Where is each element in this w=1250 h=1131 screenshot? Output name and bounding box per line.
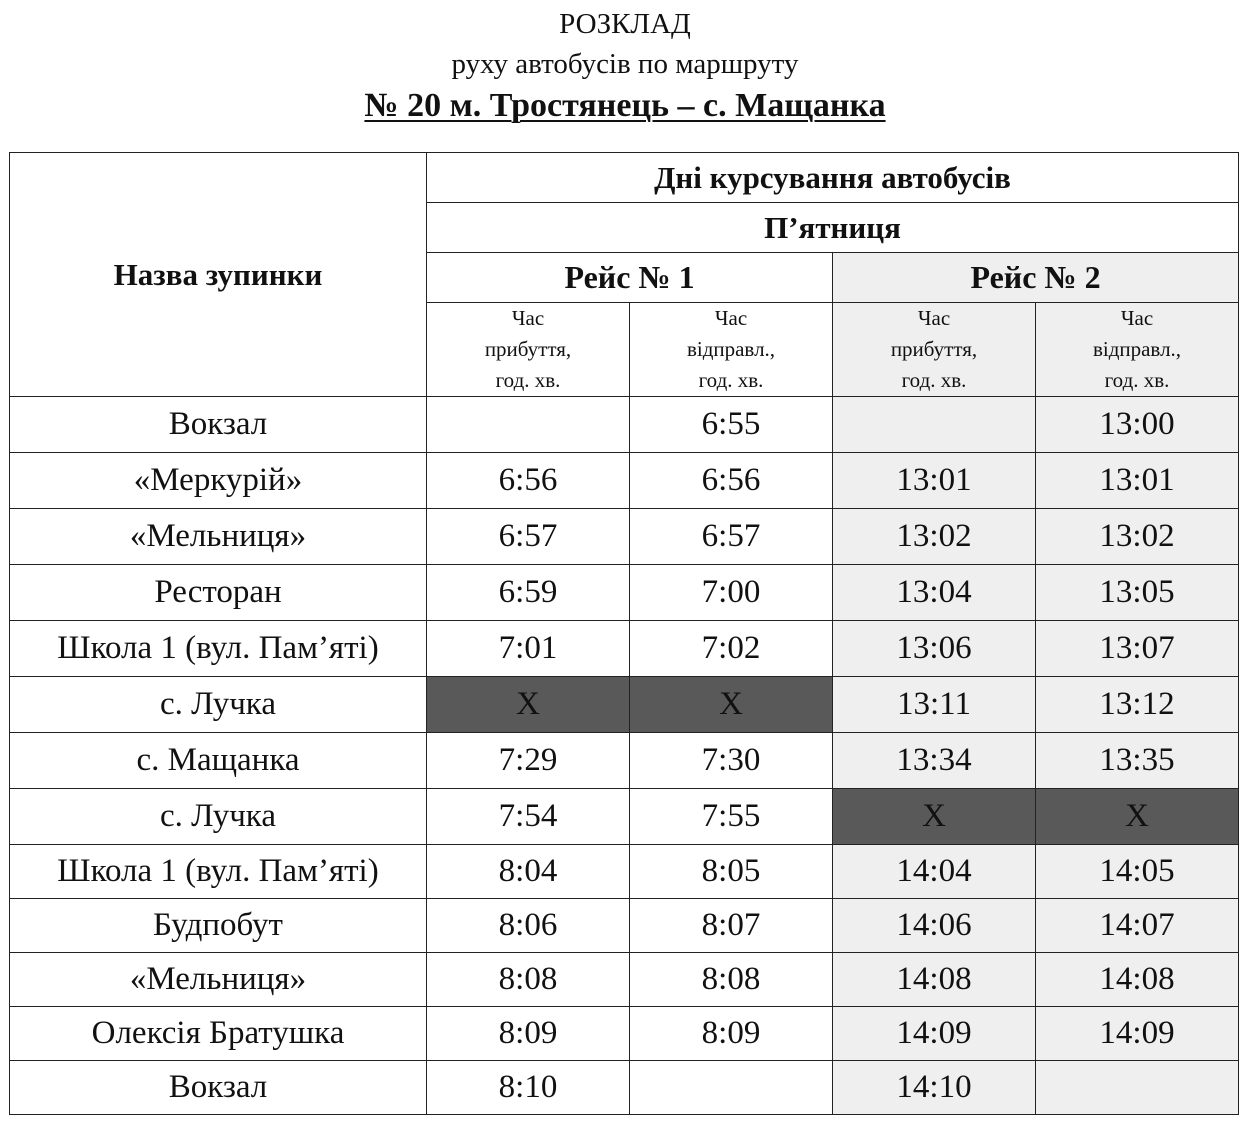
stop-name-cell: с. Лучка: [10, 677, 427, 733]
trip-1-arrival-cell: 8:08: [427, 953, 630, 1007]
trip-2-arrival-cell: 14:06: [833, 899, 1036, 953]
operating-days-header: Дні курсування автобусів: [427, 153, 1239, 203]
stop-name-cell: «Мельниця»: [10, 953, 427, 1007]
day-header: П’ятниця: [427, 203, 1239, 253]
table-row: [10, 1007, 1239, 1061]
stop-name-cell: Вокзал: [10, 397, 427, 453]
trip-2-arrival-cell: 13:04: [833, 565, 1036, 621]
subheader-line: прибуття,: [890, 337, 978, 361]
trip-2-arrival-not-running-cell: X: [833, 789, 1036, 845]
trip-1-departure-not-running-cell: X: [630, 677, 833, 733]
table-row: [10, 621, 1239, 677]
trip-1-departure-cell: 8:05: [630, 845, 833, 899]
trip-2-header: Рейс № 2: [833, 253, 1239, 303]
trip-1-departure-cell: 7:55: [630, 789, 833, 845]
subheader-line: відправл.,: [686, 337, 776, 361]
trip-1-arrival-cell: [427, 397, 630, 453]
table-row: [10, 899, 1239, 953]
trip-1-arrival-cell: 6:56: [427, 453, 630, 509]
trip-1-arrival-not-running-cell: X: [427, 677, 630, 733]
trip-2-arrival-cell: 13:01: [833, 453, 1036, 509]
trip-2-arrival-cell: 14:08: [833, 953, 1036, 1007]
trip-2-departure-cell: 13:12: [1036, 677, 1239, 733]
trip-2-departure-cell: 13:07: [1036, 621, 1239, 677]
schedule-title-block: [0, 4, 1250, 128]
table-row: [10, 1061, 1239, 1115]
trip-2-arrival-cell: 14:09: [833, 1007, 1036, 1061]
table-row: [10, 733, 1239, 789]
schedule-title: РОЗКЛАД: [559, 8, 691, 40]
trip-1-departure-header: [630, 303, 833, 397]
stop-name-cell: Будпобут: [10, 899, 427, 953]
trip-2-departure-header: [1036, 303, 1239, 397]
subheader-line: Час: [917, 306, 951, 330]
stop-name-cell: Вокзал: [10, 1061, 427, 1115]
subheader-line: год. хв.: [1104, 368, 1170, 392]
trip-1-departure-cell: 8:07: [630, 899, 833, 953]
trip-1-arrival-cell: 7:29: [427, 733, 630, 789]
trip-1-arrival-header: [427, 303, 630, 397]
table-row: [10, 509, 1239, 565]
trip-1-departure-cell: 6:55: [630, 397, 833, 453]
trip-1-arrival-cell: 7:54: [427, 789, 630, 845]
trip-2-arrival-cell: 13:34: [833, 733, 1036, 789]
trip-2-departure-cell: 13:05: [1036, 565, 1239, 621]
stop-name-cell: Олексія Братушка: [10, 1007, 427, 1061]
trip-2-departure-cell: [1036, 1061, 1239, 1115]
trip-2-arrival-cell: 14:10: [833, 1061, 1036, 1115]
trip-1-arrival-cell: 6:59: [427, 565, 630, 621]
trip-2-departure-cell: 14:09: [1036, 1007, 1239, 1061]
stop-name-cell: Ресторан: [10, 565, 427, 621]
table-row: [10, 677, 1239, 733]
trip-2-departure-cell: 14:07: [1036, 899, 1239, 953]
trip-1-arrival-cell: 7:01: [427, 621, 630, 677]
subheader-line: відправл.,: [1092, 337, 1182, 361]
table-row: [10, 845, 1239, 899]
table-row: [10, 953, 1239, 1007]
schedule-table: [9, 152, 1239, 1115]
trip-2-departure-cell: 14:08: [1036, 953, 1239, 1007]
table-row: [10, 397, 1239, 453]
subheader-line: Час: [714, 306, 748, 330]
table-row: [10, 453, 1239, 509]
trip-2-arrival-cell: 13:02: [833, 509, 1036, 565]
trip-2-departure-cell: 13:35: [1036, 733, 1239, 789]
subheader-line: прибуття,: [484, 337, 572, 361]
trip-1-departure-cell: 6:56: [630, 453, 833, 509]
trip-1-arrival-cell: 8:04: [427, 845, 630, 899]
table-row: [10, 565, 1239, 621]
schedule-subtitle: руху автобусів по маршруту: [451, 48, 799, 80]
trip-1-arrival-cell: 8:09: [427, 1007, 630, 1061]
trip-1-departure-cell: [630, 1061, 833, 1115]
stop-name-header: Назва зупинки: [10, 153, 427, 397]
subheader-line: Час: [511, 306, 545, 330]
stop-name-cell: «Мельниця»: [10, 509, 427, 565]
stop-name-cell: Школа 1 (вул. Пам’яті): [10, 621, 427, 677]
subheader-line: год. хв.: [698, 368, 764, 392]
trip-2-departure-not-running-cell: X: [1036, 789, 1239, 845]
trip-1-departure-cell: 8:09: [630, 1007, 833, 1061]
trip-2-departure-cell: 13:00: [1036, 397, 1239, 453]
trip-2-departure-cell: 14:05: [1036, 845, 1239, 899]
trip-1-departure-cell: 7:00: [630, 565, 833, 621]
subheader-line: год. хв.: [901, 368, 967, 392]
stop-name-cell: «Меркурій»: [10, 453, 427, 509]
trip-1-arrival-cell: 6:57: [427, 509, 630, 565]
trip-2-arrival-cell: 13:06: [833, 621, 1036, 677]
trip-2-arrival-cell: 14:04: [833, 845, 1036, 899]
trip-2-arrival-cell: [833, 397, 1036, 453]
trip-1-header: Рейс № 1: [427, 253, 833, 303]
trip-1-arrival-cell: 8:10: [427, 1061, 630, 1115]
trip-1-departure-cell: 7:02: [630, 621, 833, 677]
trip-2-arrival-header: [833, 303, 1036, 397]
stop-name-cell: с. Лучка: [10, 789, 427, 845]
subheader-line: год. хв.: [495, 368, 561, 392]
trip-1-departure-cell: 7:30: [630, 733, 833, 789]
subheader-line: Час: [1120, 306, 1154, 330]
trip-1-departure-cell: 6:57: [630, 509, 833, 565]
route-title: № 20 м. Тростянець – с. Мащанка: [364, 87, 886, 124]
stop-name-cell: Школа 1 (вул. Пам’яті): [10, 845, 427, 899]
trip-2-departure-cell: 13:02: [1036, 509, 1239, 565]
trip-1-arrival-cell: 8:06: [427, 899, 630, 953]
trip-2-departure-cell: 13:01: [1036, 453, 1239, 509]
table-row: [10, 789, 1239, 845]
trip-1-departure-cell: 8:08: [630, 953, 833, 1007]
stop-name-cell: с. Мащанка: [10, 733, 427, 789]
trip-2-arrival-cell: 13:11: [833, 677, 1036, 733]
